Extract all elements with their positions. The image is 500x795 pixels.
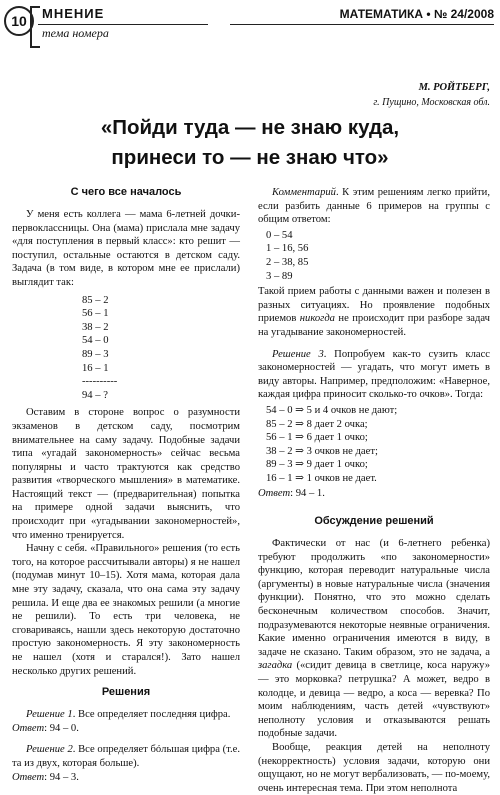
problem-row: 38 – 2 [82,321,109,333]
problem-row: 85 – 2 [82,294,109,306]
title-line-2: принеси то — не знаю что» [111,146,389,169]
group-list [258,229,490,283]
answer-label: Ответ [258,488,291,500]
problem-row: 16 – 1 [82,362,109,374]
problem-row: 54 – 0 [82,335,109,347]
answer-label: Ответ [12,722,45,734]
solution-label: Решение 3 [272,348,324,360]
page-header [0,0,500,58]
points-row: 54 – 0 ⇒ 5 и 4 очков не дают; [266,404,398,416]
title-line-1: «Пойди туда — не знаю куда, [100,116,400,139]
points-row: 56 – 1 ⇒ 6 дает 1 очко; [266,432,368,444]
points-row: 85 – 2 ⇒ 8 дает 2 очка; [266,418,368,430]
points-list [258,404,490,486]
paragraph-intro: У меня есть коллега — мама 6-летней дочки-первоклассницы. Она (мама) прислала мне задачу «для поступления в первый класс»: кто решит — поступил, остальные остаются в детском саду. Задача (в том виде, в котором мне ее прислали) выглядит так: [12,209,240,288]
group-row: 2 – 38, 85 [266,256,309,268]
section-heading-solutions: Решения [101,686,151,699]
paragraph-context: Оставим в стороне вопрос о разумности экзаменов в детском саду, посмотрим внимательнее на саму задачу. Подобные задачи типа «угадай закономерность» сейчас весьма популярны и часто трактуются как средство развития «творческого мышления» в математике. Настоящий текст — (предварительная) попытка на примере одной задачи выяснить, что происходит при «угадывании закономерностей», что именно тренируется. [12,407,240,541]
answer-label: Ответ [12,771,45,783]
comment-label: Комментарий [272,187,336,198]
rubric-title: МНЕНИЕ [42,6,105,21]
solution-1-answer: Ответ: 94 – 0. [12,722,79,734]
section-heading-start: С чего все началось [70,186,182,198]
solution-1: Решение 1. Все определяет последняя цифра. [26,709,231,721]
right-column [258,186,490,795]
problem-question: 94 – ? [82,389,108,401]
solution-2-answer: Ответ: 94 – 3. [12,771,79,783]
paragraph-personal: Начну с себя. «Правильного» решения (то есть того, на которое рассчитывали авторы) я не нашел (подумав минут 10–15). Хотя мама, которая дала мне эту задачу, сказала, что она сама эту задачу решила. И еще два ее знакомых решили (а многие не решили). То есть три человека, не сговариваясь, нашли здесь некоторую достаточно простую закономерность. Я эту закономерность не нашел (хотя и старался!). Зато нашел несколько других решений. [12,543,240,677]
solution-2: Решение 2. Все определяет бóльшая цифра (т.е. та из двух, которая больше). [12,744,240,769]
author-name: М. РОЙТБЕРГ, [418,82,490,93]
left-column [12,186,240,784]
rubric-subtitle: тема номера [42,26,109,40]
solution-3: Решение 3. Попробуем как-то сузить класс закономерностей — угадать, что могут иметь в виду авторы. Например, предположим: «Наверное, каждая цифра приносит сколько-то очков». Тогда: [258,348,490,401]
rubric-divider [38,24,208,25]
comment-paragraph: Комментарий. К этим решениям легко прийти, если разбить данные 6 примеров на группы с общим ответом: [258,187,490,226]
author-place: г. Пущино, Московская обл. [373,97,490,108]
page-number: 10 [4,6,34,36]
points-row: 38 – 2 ⇒ 3 очков не дает; [266,445,378,457]
rubric-bracket [30,6,40,48]
article-title [0,113,500,173]
points-row: 89 – 3 ⇒ 9 дает 1 очко; [266,459,368,471]
group-row: 0 – 54 [266,229,293,241]
problem-row: 89 – 3 [82,348,109,360]
solution-3-answer: Ответ: 94 – 1. [258,488,325,500]
group-row: 3 – 89 [266,270,293,282]
problem-separator: ---------- [82,376,118,388]
section-heading-discussion: Обсуждение решений [314,515,434,528]
issue-label: МАТЕМАТИКА • № 24/2008 [339,7,494,21]
solution-label: Решение 1 [26,709,73,721]
problem-row: 56 – 1 [82,308,109,320]
discussion-paragraph-1: Фактически от нас (и 6-летнего ребенка) требуют продолжить «по закономерности» функцию, которая переводит натуральные числа (аргументы) в новые натуральные числа (значения функции). Понятно, что это можно сделать бесконечным количеством способов. Значит, подразумеваются некоторые неявные ограничения. Какие именно ограничения имеются в виду, в задаче не сказано. Таким образом, это не задача, а загадка («сидит девица в светлице, коса наружу» — это морковка? петрушка? А может, ведро в колодце, и девица — ведро, а коса — веревка? По моим наблюдениям, часть детей «чувствуют» неполноту условия и отказываются решать подобные задачи. [258,538,490,740]
discussion-paragraph-2: Вообще, реакция детей на неполноту (некорректность) условия задачи, которую они ощущают, но не могут вербализовать, — по-моему, очень интересная тема. При этом неполнота [258,741,490,794]
header-divider [230,24,494,25]
solution-label: Решение 2 [26,744,73,756]
group-row: 1 – 16, 56 [266,243,309,255]
points-row: 16 – 1 ⇒ 1 очков не дает. [266,472,377,484]
paragraph-technique: Такой прием работы с данными важен и полезен в разных ситуациях. Но проявление подобных приемов никогда не происходит при разборе задач на угадывание закономерностей. [258,286,490,338]
problem-list [12,294,240,403]
